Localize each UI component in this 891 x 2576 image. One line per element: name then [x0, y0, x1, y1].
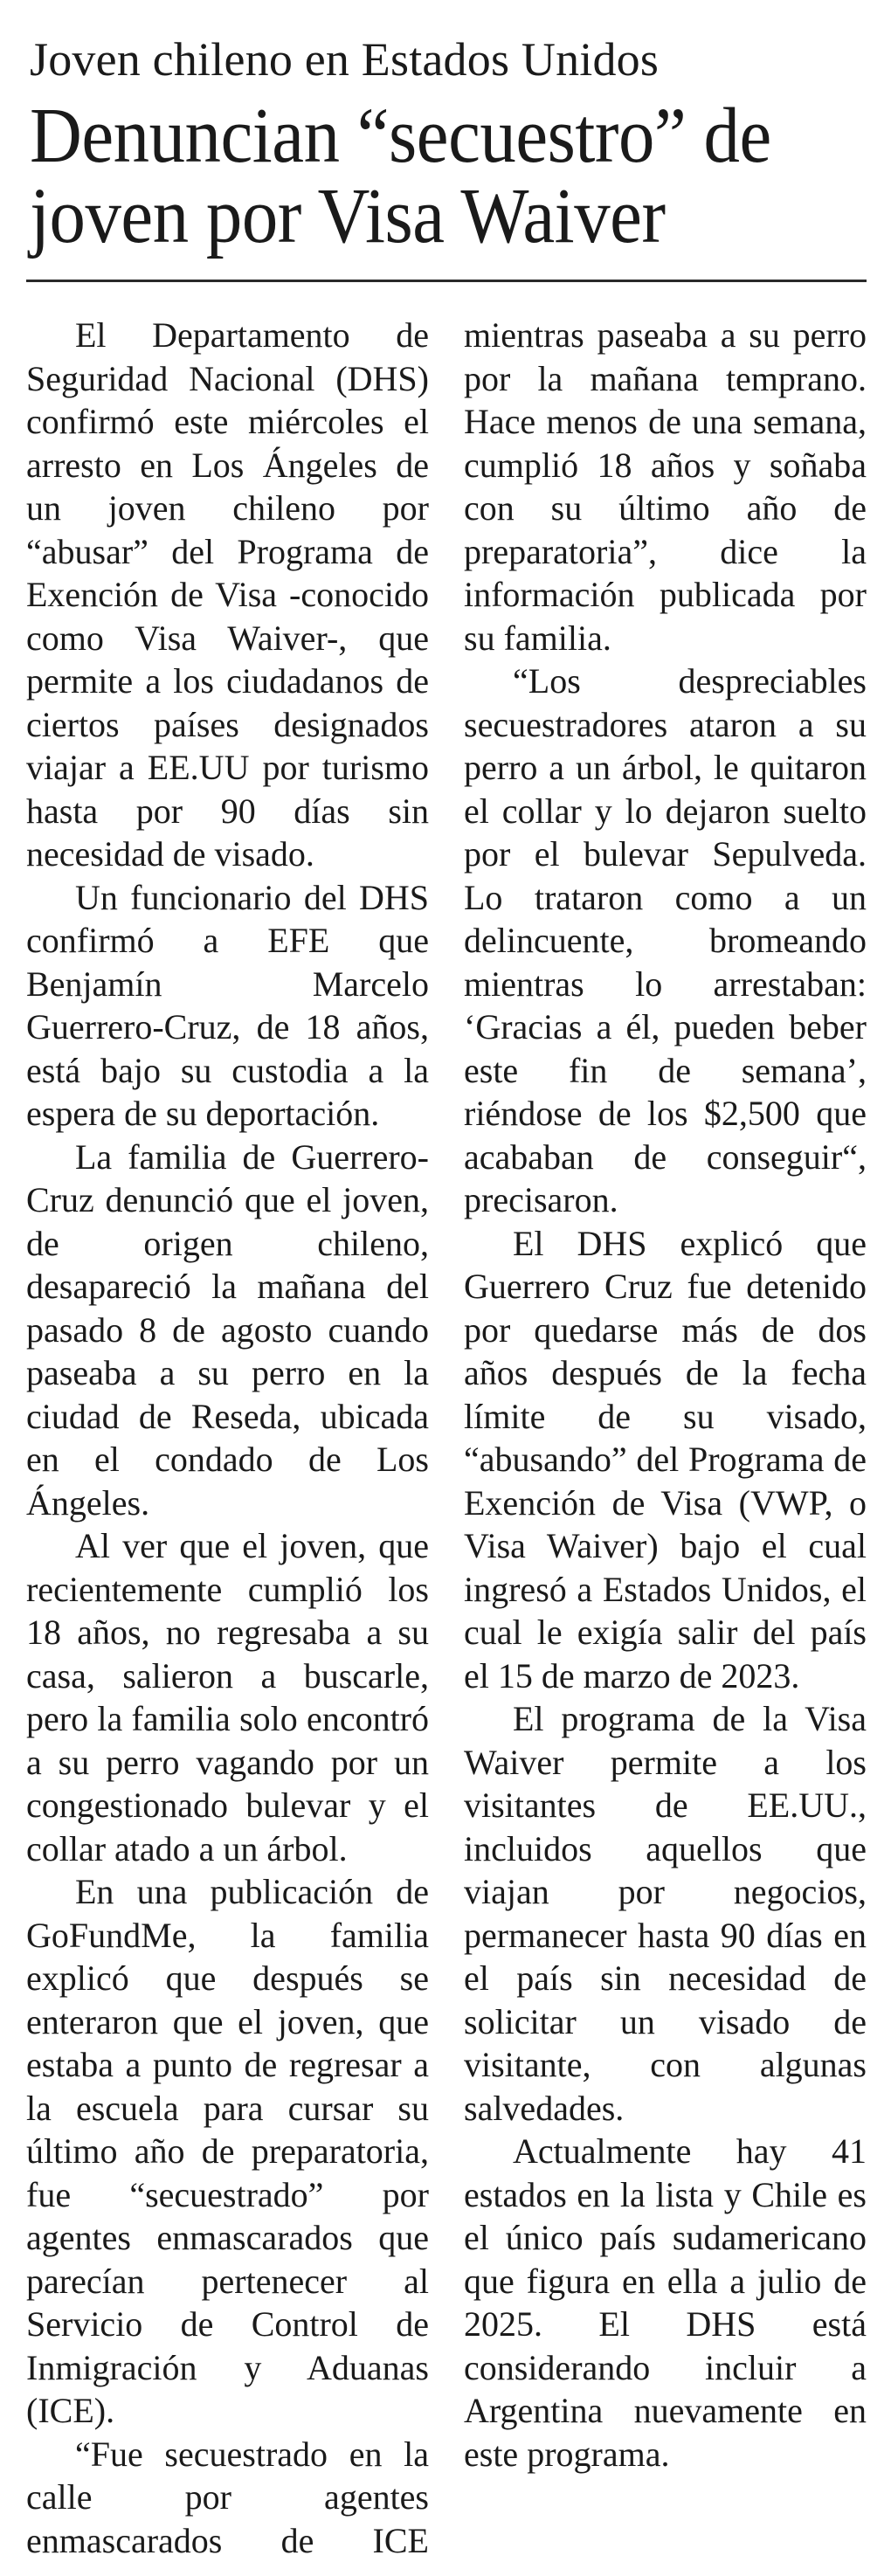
article-body [26, 314, 867, 2576]
article-paragraph: Un funcionario del DHS confirmó a EFE que Benjamín Marcelo Guerrero-Cruz, de 18 años, está bajo su custodia a la espera de su deportación. [26, 877, 429, 1133]
article-paragraph: El Departamento de Seguridad Nacional (DHS) confirmó este miércoles el arresto en Los Ángeles de un joven chileno por “abusar” del Programa de Exención de Visa -conocido como Visa Waiver-, que permite a los ciudadanos de ciertos países designados viajar a EE.UU por turismo hasta por 90 días sin necesidad de visado. [26, 315, 429, 874]
article-kicker: Joven chileno en Estados Unidos [30, 33, 660, 86]
article-paragraph: Actualmente hay 41 estados en la lista y Chile es el único país sudamericano que figura en ella a julio de 2025. El DHS está considerando incluir a Argentina nuevamente en este programa. [464, 2131, 867, 2474]
news-article [26, 31, 867, 2576]
headline-divider [26, 280, 867, 282]
article-paragraph: En una publicación de GoFundMe, la familia explicó que después se enteraron que el joven, que estaba a punto de regresar a la escuela para cursar su último año de preparatoria, fue “secuestrado” por agentes enmascarados que parecían pertenecer al Servicio de Control de Inmigración y Aduanas (ICE). [26, 1872, 429, 2430]
article-paragraph: La familia de Guerrero- Cruz denunció que el joven, de origen chileno, desapareció la mañana del pasado 8 de agosto cuando paseaba a su perro en la ciudad de Reseda, ubicada en el condado de Los Ángeles. [26, 1136, 429, 1523]
article-paragraph: “Fue secuestrado en la calle por agentes enmascarados de ICE mientras paseaba a su perro por la mañana temprano. Hace menos de una semana, cumplió 18 años y soñaba con su último año de preparatoria”, dice la información publicada por su familia. [26, 315, 867, 2560]
article-paragraph: El DHS explicó que Guerrero Cruz fue detenido por quedarse más de dos años después de la fecha límite de su visado, “abusando” del Programa de Exención de Visa (VWP, o Visa Waiver) bajo el cual ingresó a Estados Unidos, el cual le exigía salir del país el 15 de marzo de 2023. [464, 1223, 867, 1695]
article-paragraph: Al ver que el joven, que recientemente cumplió los 18 años, no regresaba a su casa, salieron a buscarle, pero la familia solo encontró a su perro vagando por un congestionado bulevar y el collar atado a un árbol. [26, 1526, 429, 1868]
article-paragraph: El programa de la Visa Waiver permite a los visitantes de EE.UU., incluidos aquellos que viajan por negocios, permanecer hasta 90 días en el país sin necesidad de solicitar un visado de visitante, con algunas salvedades. [464, 1699, 867, 2128]
article-paragraph: “Los despreciables secuestradores ataron a su perro a un árbol, le quitaron el collar y lo dejaron suelto por el bulevar Sepulveda. Lo trataron como a un delincuente, bromeando mientras lo arrestaban: ‘Gracias a él, pueden beber este fin de semana’, riéndose de los $2,500 que acababan de conseguir“, precisaron. [464, 661, 867, 1219]
article-headline: Denuncian “secuestro” de joven por Visa Waiver [30, 93, 771, 259]
